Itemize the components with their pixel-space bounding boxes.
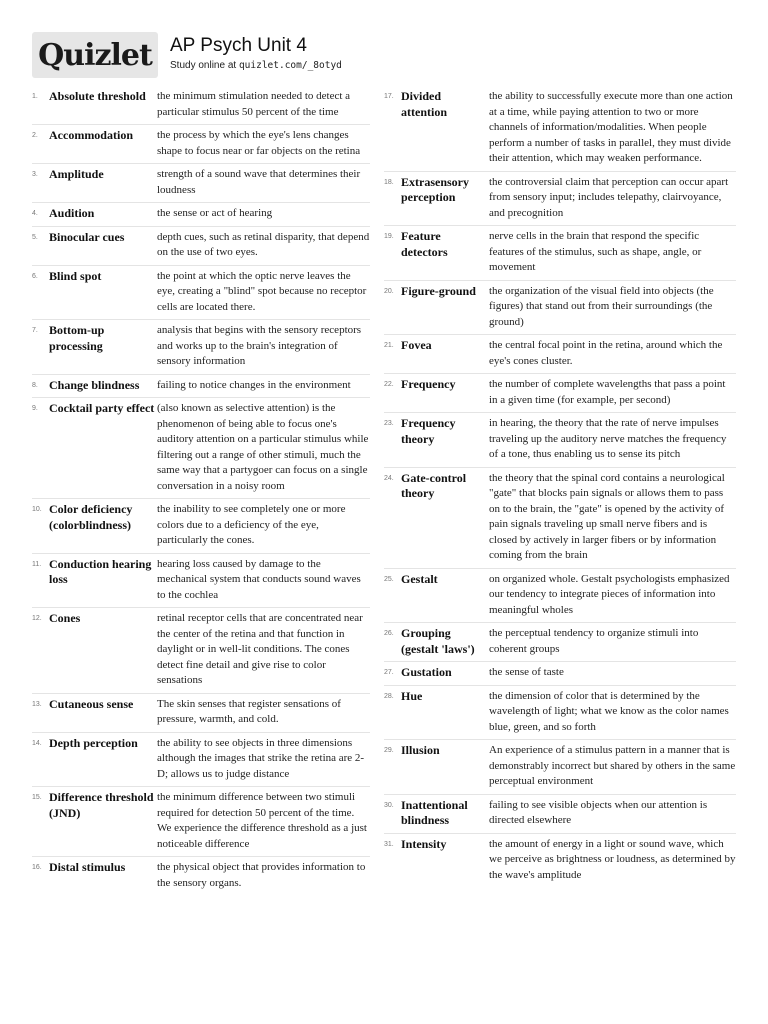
term-name: Illusion [401, 743, 440, 757]
term-definition: the number of complete wavelengths that pass a point in a given time (for example, per second) [489, 378, 726, 406]
term-definition: the organization of the visual field into objects (the figures) that stand out from their surroundings (the ground) [489, 284, 714, 328]
term-row [384, 685, 736, 740]
term-number: 8. [32, 381, 38, 389]
term-definition: (also known as selective attention) is the phenomenon of being able to focus one's auditory attention on a particular stimulus while filtering out a range of other stimuli, much the same way that a partygoer can focus on a single conversation in a noisy room [157, 402, 369, 492]
term-definition: retinal receptor cells that are concentrated near the center of the retina and that function in daylight or in well-lit conditions. The cones detect fine detail and give rise to color sensations [157, 612, 363, 686]
term-name: Gustation [401, 665, 452, 679]
term-definition: strength of a sound wave that determines their loudness [157, 168, 361, 196]
term-number: 3. [32, 171, 38, 178]
term-number: 20. [384, 287, 394, 295]
term-number: 28. [384, 692, 394, 700]
term-row [32, 693, 370, 732]
term-number: 13. [32, 700, 42, 708]
term-name: Audition [49, 206, 95, 220]
term-number: 30. [384, 801, 394, 809]
term-number: 5. [32, 233, 38, 241]
term-name: Absolute threshold [49, 89, 146, 103]
term-name: Gestalt [401, 571, 438, 586]
term-row [384, 467, 736, 568]
term-number: 16. [32, 864, 42, 871]
term-row [32, 498, 370, 553]
term-name: Change blindness [49, 377, 140, 392]
term-row [32, 87, 370, 124]
term-definition: the perceptual tendency to organize stimuli into coherent groups [489, 627, 699, 655]
term-definition: hearing loss caused by damage to the mechanical system that conducts sound waves to the cochlea [157, 557, 361, 601]
term-definition: the dimension of color that is determined by the wavelength of light; what we know as the color names blue, green, and so forth [489, 689, 729, 733]
term-row [384, 622, 736, 661]
term-number: 19. [384, 233, 394, 240]
term-name: Blind spot [49, 268, 102, 283]
term-name: Inattentional blindness [401, 797, 468, 827]
term-number: 7. [32, 327, 38, 334]
term-definition: the physical object that provides information to the sensory organs. [157, 861, 366, 889]
term-name: Cutaneous sense [49, 696, 134, 711]
term-definition: on organized whole. Gestalt psychologists emphasized our tendency to integrate pieces of information into meaningful wholes [489, 572, 730, 616]
term-number: 31. [384, 840, 394, 848]
term-row [384, 225, 736, 280]
term-row [32, 553, 370, 608]
term-number: 12. [32, 615, 42, 622]
term-number: 14. [32, 739, 42, 747]
term-definition: the ability to see objects in three dimensions although the images that strike the retina are 2-D; allows us to judge distance [157, 736, 365, 780]
term-row [384, 87, 736, 171]
term-name: Figure-ground [401, 283, 476, 298]
term-name: Feature detectors [401, 229, 448, 259]
term-name: Conduction hearing loss [49, 556, 152, 586]
term-name: Fovea [401, 338, 432, 352]
term-row [384, 280, 736, 335]
term-name: Frequency [401, 377, 456, 391]
term-row [384, 661, 736, 685]
term-number: 24. [384, 474, 394, 482]
term-name: Extrasensory perception [401, 174, 469, 204]
term-definition: the inability to see completely one or more colors due to a deficiency of the eye, particularly the cones. [157, 503, 346, 546]
term-definition: the amount of energy in a light or sound wave, which we perceive as brightness or loudness, as determined by the wave's amplitude [489, 837, 736, 881]
term-definition: the minimum stimulation needed to detect a particular stimulus 50 percent of the time [157, 90, 351, 118]
term-row [32, 786, 370, 856]
term-row [384, 373, 736, 412]
term-number: 4. [32, 210, 38, 217]
term-number: 10. [32, 506, 42, 513]
term-number: 27. [384, 669, 394, 676]
term-row [32, 202, 370, 226]
term-name: Hue [401, 688, 423, 703]
term-number: 17. [384, 93, 394, 100]
term-name: Amplitude [49, 167, 104, 181]
term-name: Gate-control theory [401, 470, 467, 500]
terms-column-right [384, 87, 736, 887]
term-definition: the theory that the spinal cord contains a neurological "gate" that blocks pain signals or allows them to pass on to the brain, the "gate" is opened by the activity of pain signals traveling up small nerve fibers and is closed by actively in larger fibers or by information coming from the brain [489, 471, 725, 561]
term-definition: nerve cells in the brain that respond the specific features of the stimulus, such as shape, angle, or movement [489, 230, 702, 273]
term-name: Divided attention [401, 89, 447, 119]
page-header [32, 32, 736, 78]
term-name: Accommodation [49, 128, 133, 142]
term-row [32, 319, 370, 374]
term-row [384, 833, 736, 888]
term-definition: the point at which the optic nerve leaves the eye, creating a "blind" spot because no receptor cells are located there. [157, 269, 367, 313]
term-number: 22. [384, 381, 394, 388]
term-definition: the process by which the eye's lens changes shape to focus near or far objects on the retina [157, 129, 361, 157]
term-number: 23. [384, 420, 394, 427]
term-row [32, 397, 370, 498]
term-number: 9. [32, 405, 38, 412]
term-definition: the ability to successfully execute more than one action at a time, while paying attention to two or more channels of information/modalities. When people perform a number of tasks in parallel, they must divide their attention, which may weaken performance. [489, 90, 733, 164]
quizlet-url-link[interactable]: quizlet.com/_8otyd [238, 60, 342, 71]
term-row [384, 412, 736, 467]
study-online-note [170, 60, 342, 71]
term-name: Depth perception [49, 735, 138, 750]
term-number: 18. [384, 178, 394, 186]
term-row [384, 171, 736, 226]
term-row [384, 568, 736, 623]
term-row [32, 374, 370, 398]
term-definition: An experience of a stimulus pattern in a manner that is demonstrably incorrect but shared by others in the same perceptual environment [489, 744, 736, 787]
term-definition: the sense or act of hearing [157, 207, 273, 219]
term-number: 11. [32, 560, 42, 568]
page-title: AP Psych Unit 4 [170, 35, 307, 56]
term-name: Bottom-up processing [49, 323, 105, 353]
term-definition: the controversial claim that perception can occur apart from sensory input; includes telepathy, clairvoyance, and precognition [489, 175, 729, 219]
term-name: Binocular cues [49, 229, 125, 244]
term-definition: failing to see visible objects when our attention is directed elsewhere [489, 798, 708, 826]
term-number: 15. [32, 794, 42, 801]
term-name: Color deficiency (colorblindness) [49, 502, 133, 532]
term-definition: the central focal point in the retina, around which the eye's cones cluster. [489, 339, 723, 367]
term-row [32, 163, 370, 202]
term-name: Difference threshold (JND) [49, 790, 154, 820]
term-definition: depth cues, such as retinal disparity, that depend on the use of two eyes. [157, 230, 370, 258]
term-name: Cocktail party effect [49, 401, 155, 415]
term-definition: The skin senses that register sensations of pressure, warmth, and cold. [157, 697, 341, 725]
term-name: Distal stimulus [49, 860, 126, 874]
term-number: 6. [32, 272, 38, 280]
term-number: 21. [384, 342, 394, 349]
term-name: Cones [49, 611, 81, 625]
term-row [32, 856, 370, 895]
term-number: 2. [32, 132, 38, 139]
term-row [384, 334, 736, 373]
term-definition: the sense of taste [489, 666, 564, 678]
term-definition: the minimum difference between two stimuli required for detection 50 percent of the time. We experience the difference threshold as a just noticeable difference [157, 791, 367, 850]
terms-column-left [32, 87, 370, 895]
term-row [384, 794, 736, 833]
term-number: 25. [384, 575, 394, 583]
quizlet-logo: Quizlet [32, 32, 158, 78]
term-row [32, 732, 370, 787]
term-definition: in hearing, the theory that the rate of nerve impulses traveling up the auditory nerve matches the frequency of a tone, thus enabling us to sense its pitch [489, 417, 727, 460]
term-row [32, 124, 370, 163]
term-name: Grouping (gestalt 'laws') [401, 626, 475, 656]
term-definition: analysis that begins with the sensory receptors and works up to the brain's integration of sensory information [157, 324, 362, 367]
term-name: Frequency theory [401, 416, 456, 446]
term-name: Intensity [401, 836, 447, 851]
term-number: 29. [384, 747, 394, 754]
term-row [384, 739, 736, 794]
term-number: 26. [384, 630, 394, 637]
term-row [32, 226, 370, 265]
term-number: 1. [32, 93, 38, 100]
term-row [32, 607, 370, 693]
term-row [32, 265, 370, 320]
subtitle-prefix: Study online at [170, 60, 239, 71]
term-definition: failing to notice changes in the environment [157, 378, 351, 391]
